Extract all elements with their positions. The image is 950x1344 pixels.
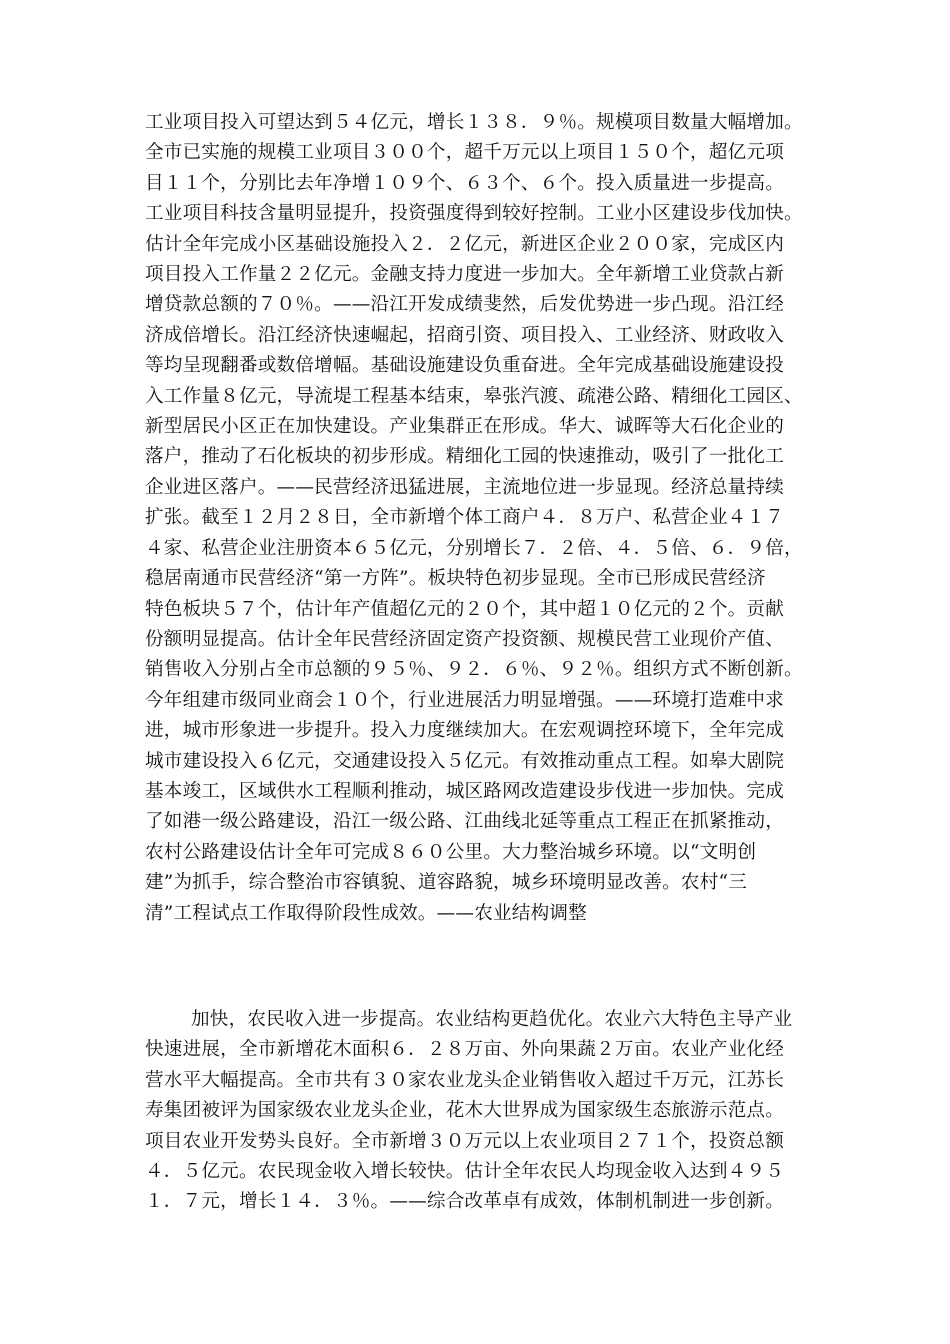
text-line: 清”工程试点工作取得阶段性成效。——农业结构调整: [145, 902, 587, 924]
text-line: 扩张。截至１２月２８日，全市新增个体工商户４．８万户、私营企业４１７: [145, 507, 784, 529]
text-line: 全市已实施的规模工业项目３００个，超千万元以上项目１５０个，超亿元项: [145, 142, 784, 164]
paragraph-1: [145, 108, 810, 929]
text-line: 份额明显提高。估计全年民营经济固定资产投资额、规模民营工业现价产值、: [145, 628, 784, 650]
text-line: 稳居南通市民营经济“第一方阵”。板块特色初步显现。全市已形成民营经济: [145, 568, 766, 590]
text-line: ４．５亿元。农民现金收入增长较快。估计全年农民人均现金收入达到４９５: [145, 1161, 784, 1183]
text-line: 增贷款总额的７０％。——沿江开发成绩斐然，后发优势进一步凸现。沿江经: [145, 294, 784, 316]
text-line: 加快，农民收入进一步提高。农业结构更趋优化。农业六大特色主导产业: [191, 1009, 793, 1030]
text-line: 目１１个，分别比去年净增１０９个、６３个、６个。投入质量进一步提高。: [145, 172, 784, 194]
text-line: 估计全年完成小区基础设施投入２．２亿元，新进区企业２００家，完成区内: [145, 233, 784, 255]
text-line: 农村公路建设估计全年可完成８６０公里。大力整治城乡环境。以“文明创: [145, 841, 757, 863]
text-line: 入工作量８亿元，导流堤工程基本结束，皋张汽渡、疏港公路、精细化工园区、: [145, 385, 803, 407]
text-line: １．７元，增长１４．３％。——综合改革卓有成效，体制机制进一步创新。: [145, 1191, 784, 1213]
text-line: 进，城市形象进一步提升。投入力度继续加大。在宏观调控环境下，全年完成: [145, 720, 784, 742]
text-line: 等均呈现翻番或数倍增幅。基础设施建设负重奋进。全年完成基础设施建设投: [145, 355, 784, 377]
text-line: 企业进区落户。——民营经济迅猛进展，主流地位进一步显现。经济总量持续: [145, 476, 784, 498]
text-line: 新型居民小区正在加快建设。产业集群正在形成。华大、诚晖等大石化企业的: [145, 416, 784, 438]
text-line: 寿集团被评为国家级农业龙头企业，花木大世界成为国家级生态旅游示范点。: [145, 1100, 784, 1122]
text-line: 项目农业开发势头良好。全市新增３０万元以上农业项目２７１个，投资总额: [145, 1130, 784, 1152]
text-line: 工业项目科技含量明显提升，投资强度得到较好控制。工业小区建设步伐加快。: [145, 203, 803, 225]
text-line: 销售收入分别占全市总额的９５％、９２．６％、９２％。组织方式不断创新。: [145, 659, 803, 681]
text-line: 快速进展，全市新增花木面积６．２８万亩、外向果蔬２万亩。农业产业化经: [145, 1039, 784, 1061]
text-line: 基本竣工，区域供水工程顺利推动，城区路网改造建设步伐进一步加快。完成: [145, 780, 784, 802]
text-line: 落户，推动了石化板块的初步形成。精细化工园的快速推动，吸引了一批化工: [145, 446, 784, 468]
text-line: 营水平大幅提高。全市共有３０家农业龙头企业销售收入超过千万元，江苏长: [145, 1069, 784, 1091]
text-line: 特色板块５７个，估计年产值超亿元的２０个，其中超１０亿元的２个。贡献: [145, 598, 784, 620]
text-line: 项目投入工作量２２亿元。金融支持力度进一步加大。全年新增工业贷款占新: [145, 264, 784, 286]
paragraph-2: [145, 1005, 810, 1218]
text-line: 城市建设投入６亿元，交通建设投入５亿元。有效推动重点工程。如皋大剧院: [145, 750, 784, 772]
text-line: ４家、私营企业注册资本６５亿元，分别增长７．２倍、４．５倍、６．９倍，: [145, 537, 803, 559]
text-line: 今年组建市级同业商会１０个，行业进展活力明显增强。——环境打造难中求: [145, 689, 784, 711]
text-line: 工业项目投入可望达到５４亿元，增长１３８．９％。规模项目数量大幅增加。: [145, 112, 803, 133]
text-line: 建”为抓手，综合整治市容镇貌、道容路貌，城乡环境明显改善。农村“三: [145, 872, 748, 894]
text-line: 了如港一级公路建设，沿江一级公路、江曲线北延等重点工程正在抓紧推动，: [145, 811, 784, 833]
text-line: 济成倍增长。沿江经济快速崛起，招商引资、项目投入、工业经济、财政收入: [145, 324, 784, 346]
